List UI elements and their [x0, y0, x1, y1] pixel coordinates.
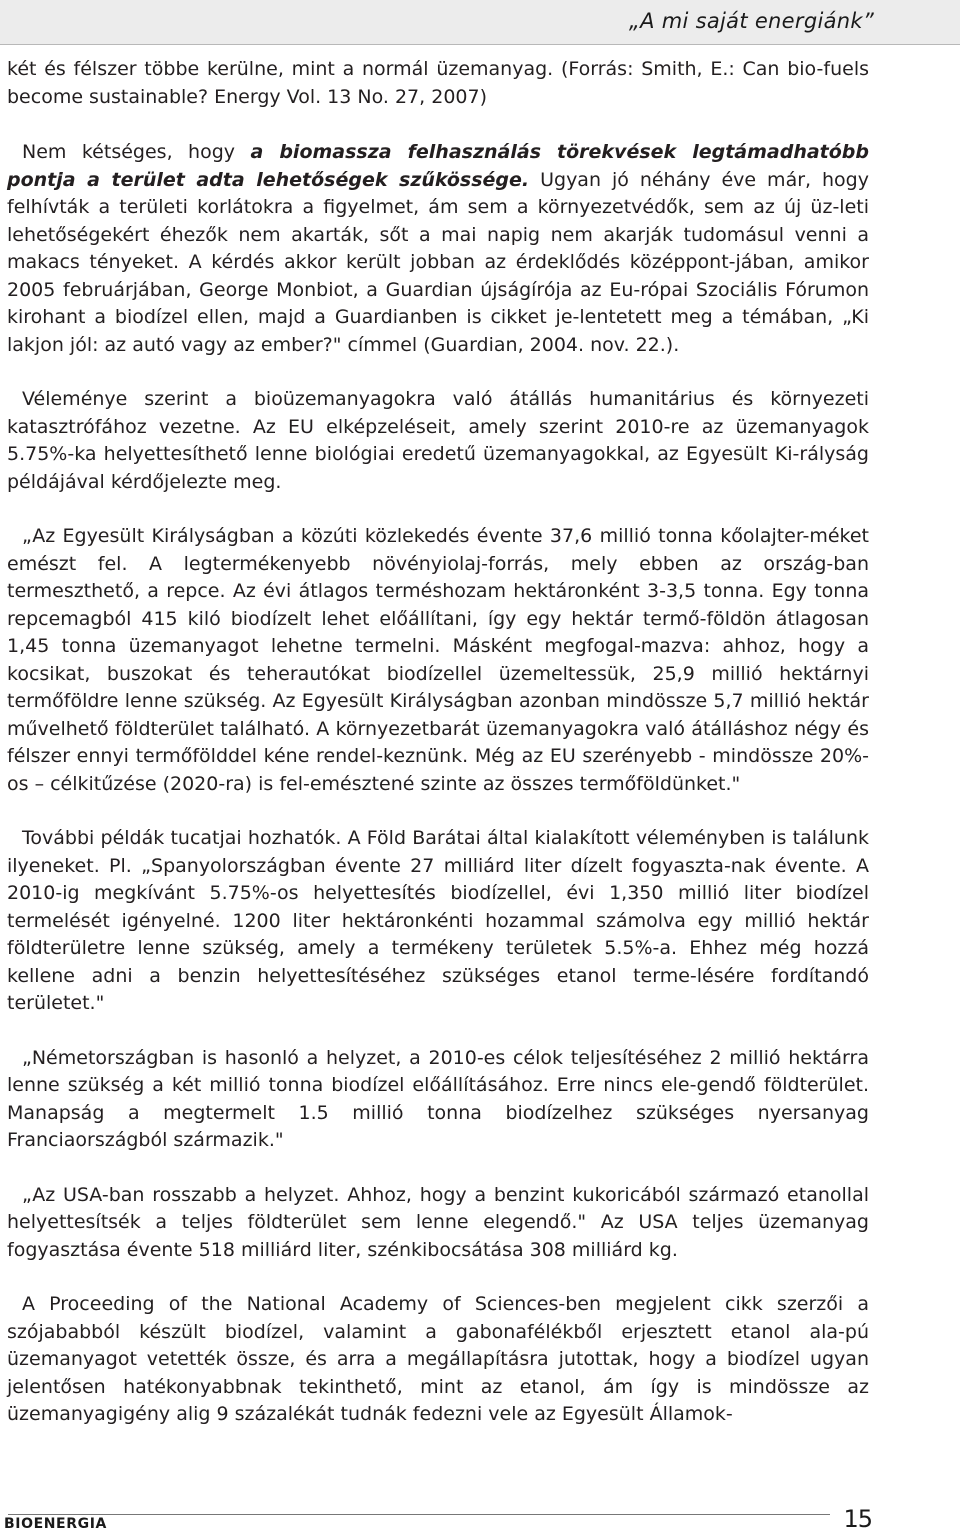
- footer-divider: [8, 1514, 830, 1515]
- paragraph-usa-quote: „Az USA-ban rosszabb a helyzet. Ahhoz, hogy a benzint kukoricából származó etanollal helyettesítsék a teljes földterület sem lenne elegendő." Az USA teljes üzemanyag fogyasztása évente 518 milliárd liter, szénkibocsátása 308 milliárd kg.: [7, 1183, 869, 1261]
- paragraph-lead-text: Nem kétséges, hogy: [22, 141, 251, 163]
- running-header-title: „A mi saját energiánk”: [628, 9, 874, 33]
- paragraph-source-note: két és félszer többe kerülne, mint a normál üzemanyag. (Forrás: Smith, E.: Can bio-fuels become sustainable? Energy Vol. 13 No. 27, 2007): [7, 58, 869, 108]
- paragraph-germany-quote: „Németországban is hasonló a helyzet, a 2010-es célok teljesítéséhez 2 millió hektárra lenne szükség a két millió tonna biodízel előállításához. Erre nincs ele-gendő földterület. Manapság a megtermelt 1.5 millió tonna biodízelhez szükséges nyersanyag Franciaországból származik.": [7, 1046, 869, 1151]
- running-header: [0, 0, 960, 45]
- paragraph-examples-spain: További példák tucatjai hozhatók. A Föld Barátai által kialakított véleményben is találunk ilyeneket. Pl. „Spanyolországban évente 27 milliárd liter dízelt fogyaszta-nak évente. A 2010-ig megkívánt 5.75%-os helyettesítés biodízellel, évi 1,350 millió liter biodízel termelését igényelné. 1200 liter hektáronkénti hozammal számolva egy millió hektár földterületre lenne szükség, amely a termékeny területek 5.5%-a. Ehhez még hozzá kellene adni a benzin helyettesítéséhez szükséges etanol terme-lésére fordítandó területet.": [7, 827, 869, 1014]
- page-number: 15: [843, 1505, 872, 1533]
- footer-publication-label: BIOENERGIA: [4, 1516, 107, 1532]
- paragraph-uk-quote: „Az Egyesült Királyságban a közúti közlekedés évente 37,6 millió tonna kőolajter-méket emészt fel. A legtermékenyebb növényiolaj-forrás, mely ebben az ország-ban termeszthető, a repce. Az évi átlagos terméshozam hektáronként 3-3,5 tonna. Egy tonna repcemagból 415 kiló biodízelt lehet előállítani, így egy hektár termő-földön átlagosan 1,45 tonna üzemanyagot lehetne termelni. Másként megfogal-mazva: ahhoz, hogy a kocsikat, buszokat és teherautókat biodízellel üzemeltessük, 25,9 millió hektárnyi termőföldre lenne szükség. Az Egyesült Királyságban azonban mindössze 5,7 millió hektár művelhető földterület található. A környezetbarát üzemanyagokra való átálláshoz négy és félszer ennyi termőfölddel kéne rendel-keznünk. Még az EU szerényebb - mindössze 20%-os – célkitűzése (2020-ra) is fel-emésztené szinte az összes termőföldünket.": [7, 525, 869, 795]
- emphasized-thesis: a biomassza felhasználás törekvések legtámadhatóbb pontja a terület adta lehetőségek szűkössége.: [7, 141, 870, 191]
- article-body: [7, 56, 869, 1456]
- paragraph-opinion: Véleménye szerint a bioüzemanyagokra való átállás humanitárius és környezeti katasztrófához vezetne. Az EU elképzeléseit, amely szerint 2010-re az üzemanyagok 5.75%-ka helyettesíthető lenne biológiai eredetű üzemanyagokkal, az Egyesült Ki-rályság példájával kérdőjelezte meg.: [7, 388, 869, 493]
- paragraph-continuation: Ugyan jó néhány éve már, hogy felhívták a területi korlátokra a figyelmet, ám sem a környezetvédők, sem az új üz-leti lehetőségekért éhezők nem akarták, sőt a mai napig nem akarják tudomásul venni a makacs tényeket. A kérdés akkor került jobban az érdeklődés középpont-jában, amikor 2005 februárjában, George Monbiot, a Guardian újságírója az Eu-rópai Szociális Fórumon kirohant a biodízel ellen, majd a Guardianben is cikket je-lentetett meg a témában, „Ki lakjon jól: az autó vagy az ember?" címmel (Guardian, 2004. nov. 22.).: [7, 168, 869, 356]
- paragraph-pnas-study: A Proceeding of the National Academy of Sciences-ben megjelent cikk szerzői a szójababból készült biodízel, valamint a gabonafélékből erjesztett etanol ala-pú üzemanyagot vetették össze, és arra a megállapításra jutottak, hogy a biodízel ugyan jelentősen hatékonyabbnak tekinthető, mint az etanol, ám így is mindössze az üzemanyagigény alig 9 százalékát tudnák fedezni vele az Egyesült Államok-: [7, 1293, 869, 1425]
- paragraph-land-limits: [7, 139, 869, 359]
